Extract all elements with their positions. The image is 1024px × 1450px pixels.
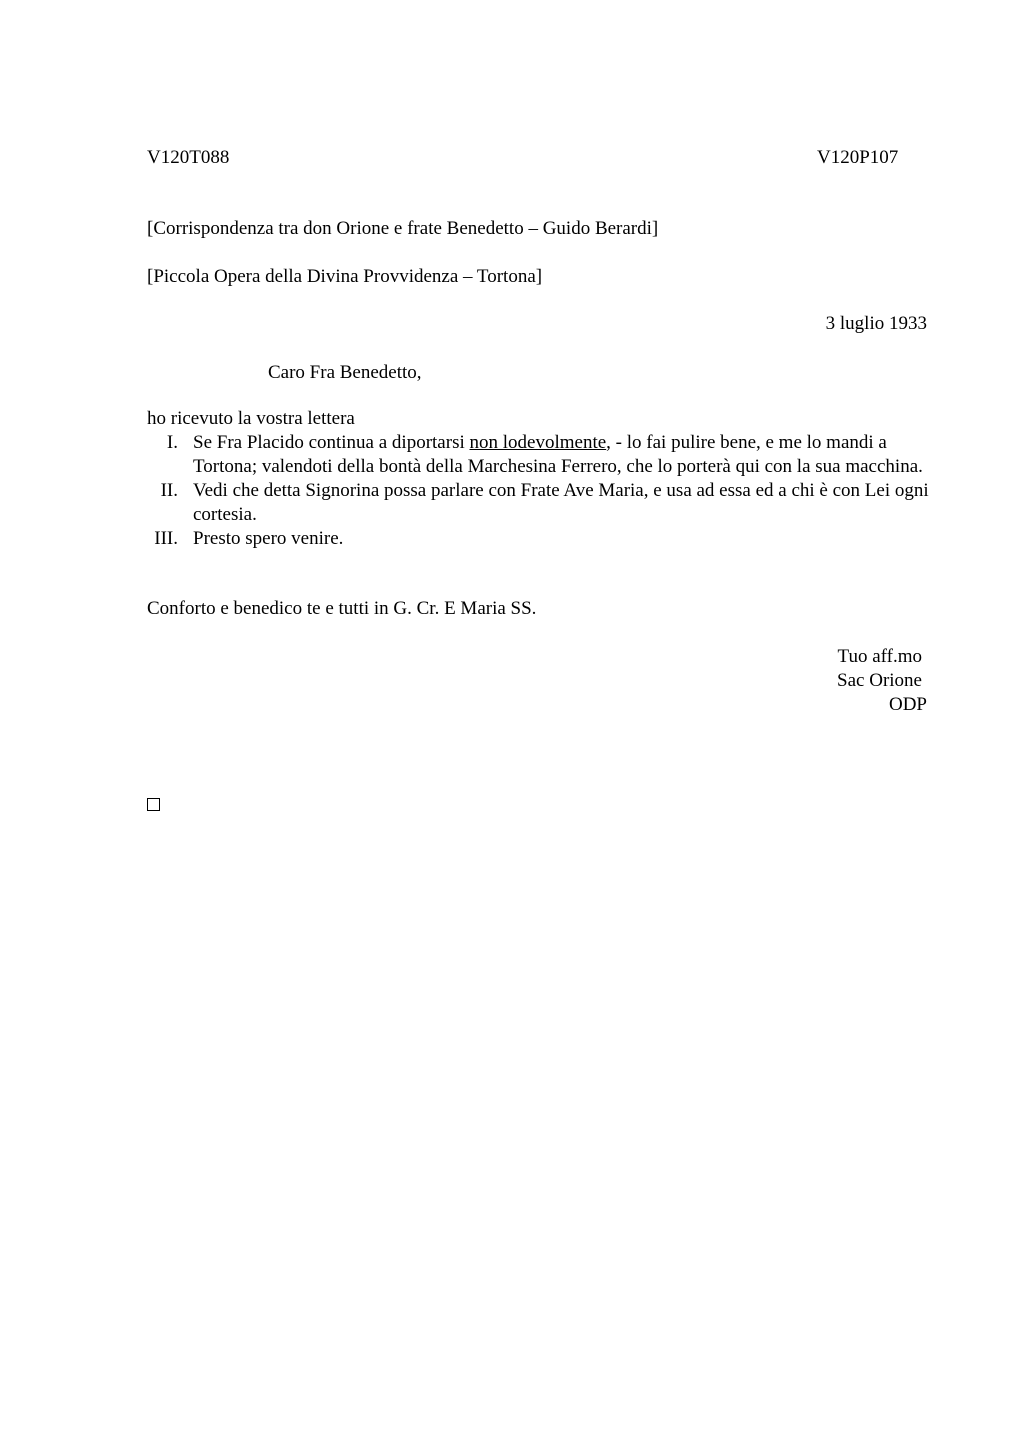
numbered-points-list — [147, 431, 937, 551]
signature-block — [837, 645, 927, 717]
underlined-phrase: non lodevolmente — [469, 432, 607, 453]
list-item-number: I. — [166, 432, 178, 453]
signature-line-2: Sac Orione — [837, 670, 922, 691]
empty-square-icon — [147, 798, 160, 811]
signature-line-3: ODP — [888, 694, 927, 715]
letter-date: 3 luglio 1933 — [825, 313, 927, 334]
list-item-text: Presto spero venire. — [193, 528, 344, 549]
document-code-right: V120P107 — [817, 147, 899, 168]
organization-heading: [Piccola Opera della Divina Provvidenza – Tortona] — [147, 266, 543, 287]
letter-salutation: Caro Fra Benedetto, — [268, 362, 422, 383]
list-item — [147, 479, 937, 527]
list-item-text: Vedi che detta Signorina possa parlare con Frate Ave Maria, e usa ad essa ed a chi è con Lei ogni cortesia. — [193, 480, 929, 525]
correspondence-heading: [Corrispondenza tra don Orione e frate Benedetto – Guido Berardi] — [147, 218, 659, 239]
list-item-text: , - lo fai pulire bene, e me lo mandi a Tortona; valendoti della bontà della Marchesina Ferrero, che lo porterà qui con la sua macchina. — [193, 432, 923, 477]
list-item — [147, 431, 937, 479]
list-item-number: III. — [154, 528, 178, 549]
list-item-text: Se Fra Placido continua a diportarsi — [193, 432, 470, 453]
signature-line-1: Tuo aff.mo — [837, 646, 922, 667]
list-item-number: II. — [160, 480, 178, 501]
document-code-left: V120T088 — [147, 147, 230, 168]
letter-closing: Conforto e benedico te e tutti in G. Cr. E Maria SS. — [147, 598, 537, 619]
list-item — [147, 527, 937, 551]
letter-intro: ho ricevuto la vostra lettera — [147, 408, 355, 429]
